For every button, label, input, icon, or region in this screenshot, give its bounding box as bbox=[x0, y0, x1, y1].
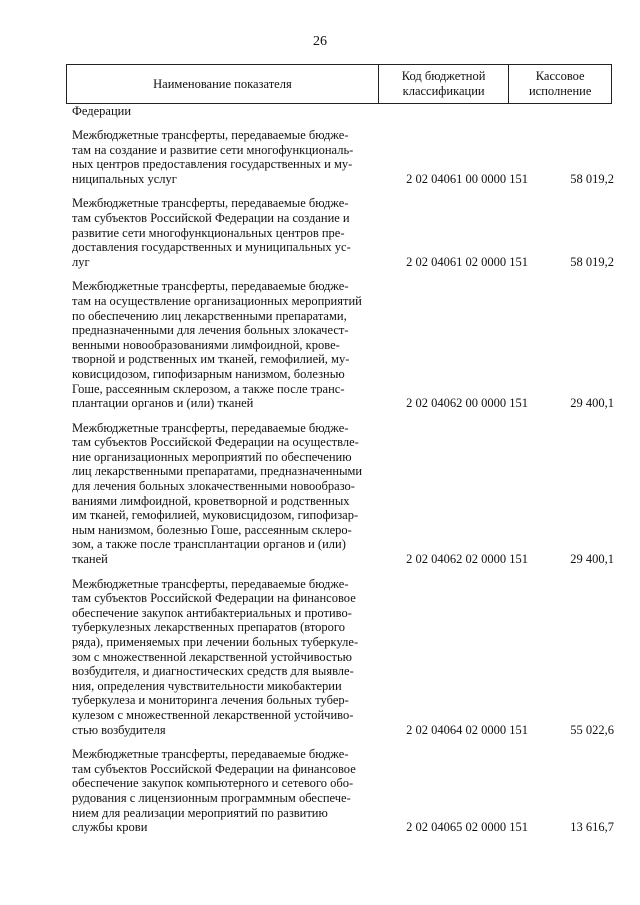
row-amount: 58 019,2 bbox=[570, 171, 614, 186]
description-line: Межбюджетные трансферты, передаваемые бюдже- bbox=[72, 747, 349, 762]
description-line: туберкулеза и мониторинга лечения больных тубер- bbox=[72, 693, 349, 708]
description-line: рудования с лицензионным программным обеспече- bbox=[72, 790, 351, 805]
description-line: им тканей, гемофилией, муковисцидозом, гипофизар- bbox=[72, 508, 359, 523]
description-line: ным нанизмом, болезнью Гоше, рассеянным склеро- bbox=[72, 522, 352, 537]
table-row bbox=[72, 421, 614, 567]
header-exec-line1: Кассовое bbox=[535, 69, 585, 83]
row-amount: 29 400,1 bbox=[570, 396, 614, 411]
description-line: зом, а также после трансплантации органов и (или) bbox=[72, 537, 346, 552]
table-header bbox=[66, 64, 612, 104]
description-line: там на создание и развитие сети многофункциональ- bbox=[72, 142, 354, 157]
row-budget-code: 2 02 04065 02 0000 151 bbox=[406, 820, 528, 835]
header-code-line2: классификации bbox=[402, 84, 485, 98]
description-line: обеспечение закупок антибактериальных и противо- bbox=[72, 605, 352, 620]
table-row bbox=[72, 747, 614, 835]
description-line: ковисцидозом, гипофизарным нанизмом, болезнью bbox=[72, 366, 345, 381]
header-exec-line2: исполнение bbox=[528, 84, 592, 98]
description-line: Межбюджетные трансферты, передаваемые бюдже- bbox=[72, 196, 349, 211]
description-line: нием для реализации мероприятий по развитию bbox=[72, 805, 328, 820]
description-line: Межбюджетные трансферты, передаваемые бюдже- bbox=[72, 128, 349, 142]
description-line: там субъектов Российской Федерации на осуществле- bbox=[72, 435, 359, 450]
description-line: предназначенными для лечения больных злокачест- bbox=[72, 323, 349, 338]
row-description bbox=[72, 577, 378, 738]
header-name-column: Наименование показателя bbox=[153, 76, 292, 91]
description-line: ние организационных мероприятий по обеспечению bbox=[72, 449, 352, 464]
description-line: ниципальных услуг bbox=[72, 171, 177, 186]
row-description bbox=[72, 196, 378, 269]
row-description bbox=[72, 128, 378, 186]
header-code-column bbox=[378, 65, 509, 103]
table-row bbox=[72, 128, 614, 186]
description-line: Гоше, рассеянным склерозом, а также после транс- bbox=[72, 381, 345, 396]
row-budget-code: 2 02 04064 02 0000 151 bbox=[406, 722, 528, 737]
description-line: ния, определения чувствительности микобактерии bbox=[72, 678, 342, 693]
description-line: там субъектов Российской Федерации на создание и bbox=[72, 210, 350, 225]
description-line: венными новообразованиями лимфоидной, крове- bbox=[72, 337, 340, 352]
row-budget-code: 2 02 04062 02 0000 151 bbox=[406, 552, 528, 567]
description-line: луг bbox=[72, 254, 90, 269]
row-description bbox=[72, 279, 378, 410]
description-line: кулезом с множественной лекарственной устойчиво- bbox=[72, 707, 354, 722]
row-amount: 29 400,1 bbox=[570, 552, 614, 567]
description-line: там субъектов Российской Федерации на финансовое bbox=[72, 591, 356, 606]
description-line: творной и родственных им тканей, гемофилией, му- bbox=[72, 352, 350, 367]
row-budget-code: 2 02 04061 02 0000 151 bbox=[406, 254, 528, 269]
description-line: там на осуществление организационных мероприятий bbox=[72, 293, 362, 308]
description-line: службы крови bbox=[72, 820, 148, 835]
header-execution-column bbox=[508, 65, 611, 103]
row-budget-code: 2 02 04062 00 0000 151 bbox=[406, 396, 528, 411]
description-line: Межбюджетные трансферты, передаваемые бюдже- bbox=[72, 420, 349, 435]
description-line: ваниями лимфоидной, кроветворной и родственных bbox=[72, 493, 350, 508]
row-amount: 13 616,7 bbox=[570, 820, 614, 835]
row-amount: 55 022,6 bbox=[570, 722, 614, 737]
row-budget-code: 2 02 04061 00 0000 151 bbox=[406, 171, 528, 186]
row-amount: 58 019,2 bbox=[570, 254, 614, 269]
table-row bbox=[72, 577, 614, 738]
table-row bbox=[72, 279, 614, 410]
description-line: зом с множественной лекарственной устойчивостью bbox=[72, 649, 353, 664]
description-line: туберкулезных лекарственных препаратов (второго bbox=[72, 620, 345, 635]
description-line: Межбюджетные трансферты, передаваемые бюдже- bbox=[72, 576, 349, 591]
description-line: стью возбудителя bbox=[72, 722, 166, 737]
description-line: плантации органов и (или) тканей bbox=[72, 396, 254, 411]
description-line: по обеспечению лиц лекарственными препаратами, bbox=[72, 308, 347, 323]
description-line: обеспечение закупок компьютерного и сетевого обо- bbox=[72, 776, 354, 791]
description-line: Межбюджетные трансферты, передаваемые бюдже- bbox=[72, 279, 349, 294]
description-line: для лечения больных злокачественными новообразо- bbox=[72, 479, 355, 494]
row-description bbox=[72, 421, 378, 567]
description-line: ных центров предоставления государственных и му- bbox=[72, 157, 353, 172]
description-line: доставления государственных и муниципальных ус- bbox=[72, 240, 351, 255]
description-line: ряда), применяемых при лечении больных туберкуле- bbox=[72, 635, 359, 649]
description-line: возбудителя, и диагностических средств для выявле- bbox=[72, 664, 354, 679]
table-body bbox=[72, 104, 614, 835]
description-line: там субъектов Российской Федерации на финансовое bbox=[72, 761, 356, 776]
table-row bbox=[72, 196, 614, 269]
description-line: лиц лекарственными препаратами, предназначенными bbox=[72, 464, 363, 479]
description-line: развитие сети многофункциональных центров пре- bbox=[72, 225, 345, 240]
row-description bbox=[72, 747, 378, 835]
header-code-line1: Код бюджетной bbox=[401, 69, 486, 83]
page-number: 26 bbox=[313, 34, 327, 49]
continuation-text: Федерации bbox=[72, 104, 132, 118]
description-line: тканей bbox=[72, 552, 108, 567]
